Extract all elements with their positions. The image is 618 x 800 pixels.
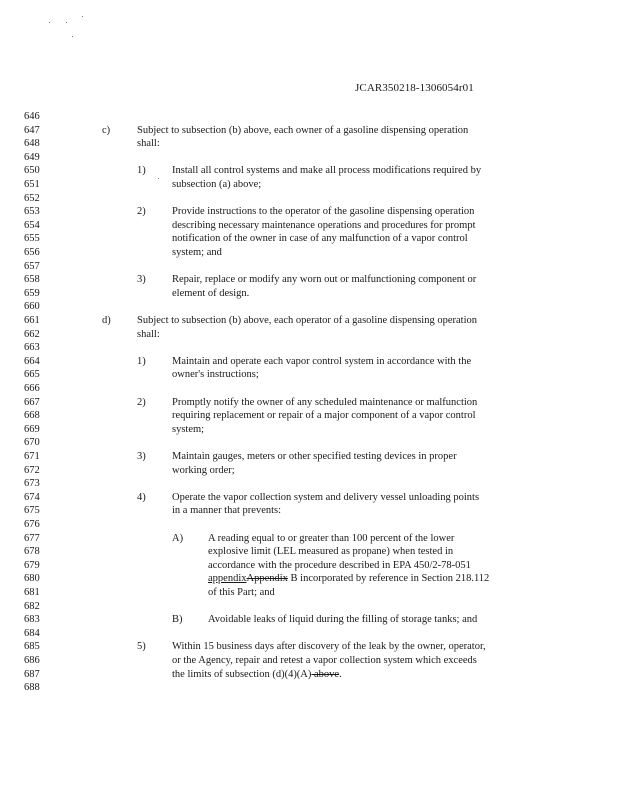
line-number: 669	[24, 423, 40, 435]
line-number: 676	[24, 519, 40, 530]
line-number: 671	[24, 451, 40, 462]
subitem-text-line: Avoidable leaks of liquid during the filling of storage tanks; and	[208, 614, 478, 626]
line-number: 683	[24, 614, 40, 626]
line-number: 679	[24, 559, 40, 571]
line-number: 681	[24, 587, 40, 598]
line-number: 665	[24, 369, 40, 381]
item-number: 2)	[137, 206, 146, 218]
subitem-text-line: explosive limit (LEL measured as propane) when tested in	[208, 546, 454, 558]
line-number: 649	[24, 151, 40, 163]
item-number: 5)	[137, 641, 146, 653]
section-text-line: shall:	[137, 328, 160, 340]
line-number: 646	[24, 111, 40, 122]
line-number: 675	[24, 505, 40, 517]
line-number: 678	[24, 546, 40, 558]
line-number: 657	[24, 260, 40, 272]
subitem-number: B)	[172, 614, 183, 626]
line-number: 686	[24, 655, 40, 666]
line-number: 656	[24, 247, 40, 258]
item-text-line: Maintain and operate each vapor control system in accordance with the	[172, 355, 472, 367]
section-text-line: Subject to subsection (b) above, each operator of a gasoline dispensing operation	[137, 315, 477, 326]
subitem-text-line: accordance with the procedure described in EPA 450/2-78-051	[208, 559, 471, 571]
inserted-text: appendix	[208, 573, 247, 585]
item-text-line: Install all control systems and make all process modifications required by	[172, 165, 482, 177]
item-text-line	[172, 668, 342, 682]
line-number: 661	[24, 315, 40, 326]
deleted-text: Appendix	[246, 573, 288, 585]
scan-speck	[72, 36, 73, 37]
item-number: 3)	[137, 451, 146, 462]
item-text-line: or the Agency, repair and retest a vapor collection system which exceeds	[172, 655, 477, 666]
item-text-line: owner's instructions;	[172, 369, 259, 381]
line-number: 674	[24, 491, 40, 503]
line-number: 685	[24, 641, 40, 653]
line-number: 680	[24, 573, 40, 585]
item-text-line: Promptly notify the owner of any scheduled maintenance or malfunction	[172, 396, 478, 408]
text-run: the limits of subsection (d)(4)(A)	[172, 668, 312, 680]
deleted-text: above	[311, 668, 340, 680]
line-number: 650	[24, 165, 40, 177]
item-text-line: system;	[172, 423, 205, 435]
line-number: 651	[24, 179, 40, 190]
item-number: 3)	[137, 274, 146, 286]
line-number: 666	[24, 383, 40, 394]
line-number: 682	[24, 600, 40, 612]
line-number: 667	[24, 396, 40, 408]
item-number: 1)	[137, 165, 146, 177]
text-run: B incorporated by reference in Section 218.112	[287, 573, 490, 585]
line-number: 654	[24, 219, 40, 231]
item-text-line: Repair, replace or modify any worn out or malfunctioning component or	[172, 274, 477, 286]
subitem-text-line: A reading equal to or greater than 100 percent of the lower	[208, 532, 455, 544]
section-label: c)	[102, 124, 111, 136]
section-text-line: shall:	[137, 138, 160, 150]
item-number: 4)	[137, 491, 146, 503]
subitem-text-line	[208, 572, 489, 586]
line-number: 673	[24, 478, 40, 490]
text-run: .	[339, 668, 342, 680]
line-number: 659	[24, 287, 40, 299]
item-text-line: in a manner that prevents:	[172, 505, 282, 517]
section-label: d)	[102, 315, 111, 326]
item-number: 2)	[137, 396, 146, 408]
item-text-line: system; and	[172, 247, 222, 258]
line-number: 655	[24, 233, 40, 245]
scan-speck	[66, 22, 67, 23]
item-text-line: requiring replacement or repair of a major component of a vapor control	[172, 410, 476, 422]
item-text-line: Within 15 business days after discovery of the leak by the owner, operator,	[172, 641, 486, 653]
section-text-line: Subject to subsection (b) above, each owner of a gasoline dispensing operation	[137, 124, 469, 136]
line-number: 670	[24, 437, 40, 449]
line-number: 660	[24, 301, 40, 313]
line-number: 653	[24, 206, 40, 218]
document-id: JCAR350218-1306054r01	[355, 82, 474, 94]
line-number: 672	[24, 464, 40, 476]
line-number: 663	[24, 342, 40, 354]
scan-speck	[82, 16, 83, 17]
item-text-line: working order;	[172, 464, 235, 476]
line-number: 662	[24, 328, 40, 340]
line-number: 658	[24, 274, 40, 286]
item-text-line: Operate the vapor collection system and delivery vessel unloading points	[172, 491, 480, 503]
scan-speck	[49, 22, 50, 23]
item-text-line: Provide instructions to the operator of the gasoline dispensing operation	[172, 206, 475, 218]
item-text-line: Maintain gauges, meters or other specified testing devices in proper	[172, 451, 457, 462]
line-number: 684	[24, 627, 40, 639]
line-number: 668	[24, 410, 40, 422]
line-number: 647	[24, 124, 40, 136]
subitem-number: A)	[172, 532, 184, 544]
item-text-line: element of design.	[172, 287, 250, 299]
item-text-line: subsection (a) above;	[172, 179, 262, 190]
line-number: 687	[24, 668, 40, 680]
line-number: 664	[24, 355, 40, 367]
line-number: 648	[24, 138, 40, 150]
line-number: 677	[24, 532, 40, 544]
item-number: 1)	[137, 355, 146, 367]
subitem-text-line: of this Part; and	[208, 587, 275, 598]
item-text-line: describing necessary maintenance operations and procedures for prompt	[172, 219, 476, 231]
line-number: 688	[24, 682, 40, 694]
item-text-line: notification of the owner in case of any malfunction of a vapor control	[172, 233, 468, 245]
line-number: 652	[24, 192, 40, 204]
scan-speck	[158, 178, 159, 179]
